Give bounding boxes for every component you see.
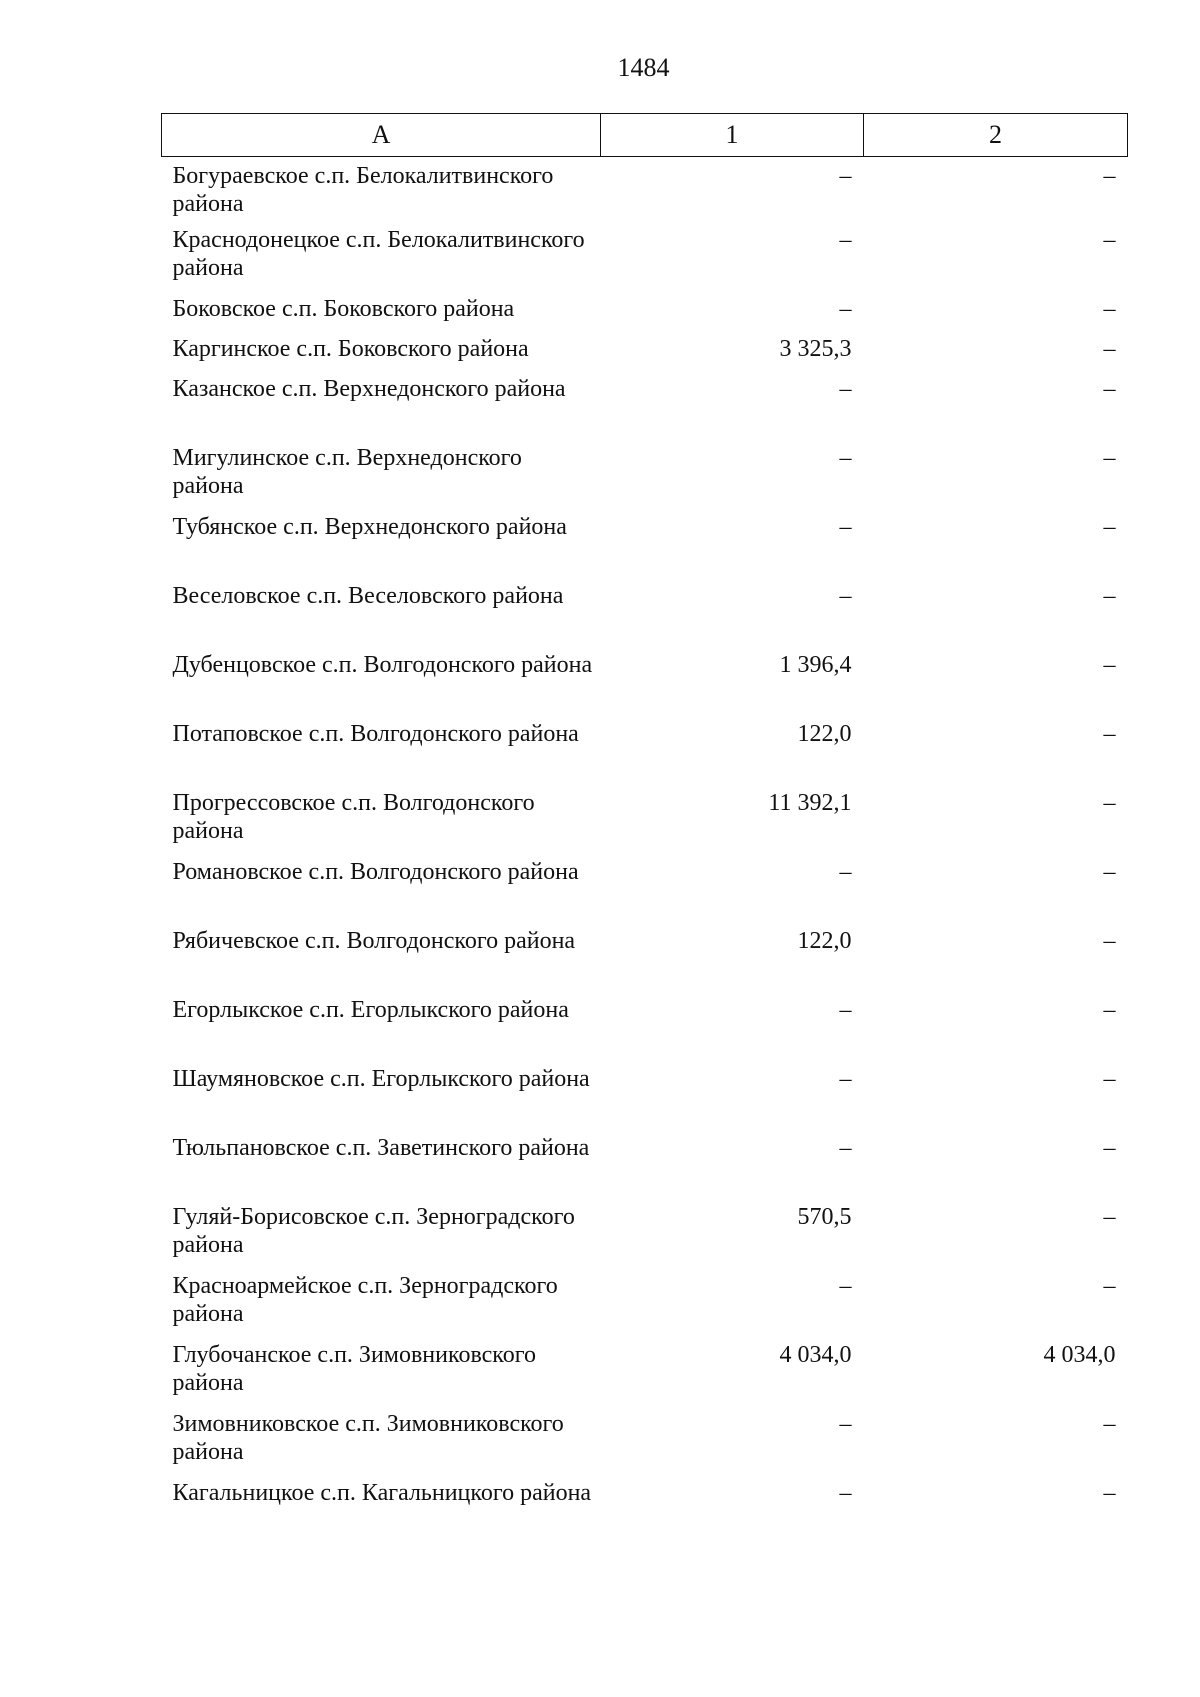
value-col-2: – <box>1103 1203 1116 1230</box>
table-body <box>162 157 1128 1548</box>
value-col-1: – <box>839 513 852 540</box>
table-row <box>162 1203 1128 1272</box>
value-col-1: – <box>839 1479 852 1506</box>
value-col-2: – <box>1103 295 1116 322</box>
table-row <box>162 226 1128 295</box>
settlement-name: Дубенцовское с.п. Волгодонского района <box>172 651 593 678</box>
value-col-1: – <box>839 444 852 471</box>
value-col-2: – <box>1103 1134 1116 1161</box>
table-row <box>162 582 1128 651</box>
settlement-name: Казанское с.п. Верхнедонского района <box>172 375 566 402</box>
value-col-1: – <box>839 1410 852 1437</box>
settlement-name: Гуляй-Борисовское с.п. Зерноградского района <box>172 1203 575 1258</box>
value-col-1: – <box>839 996 852 1023</box>
table-row <box>162 720 1128 789</box>
settlement-name: Романовское с.п. Волгодонского района <box>172 858 579 885</box>
header-cell-2: 2 <box>864 114 1128 157</box>
value-col-1: – <box>839 163 852 189</box>
value-col-2: – <box>1103 651 1116 678</box>
header-cell-1: 1 <box>601 114 864 157</box>
value-col-2: – <box>1103 927 1116 954</box>
table-row <box>162 789 1128 858</box>
value-col-1: 4 034,0 <box>779 1341 852 1368</box>
value-col-2: – <box>1103 226 1116 253</box>
table-row <box>162 1272 1128 1341</box>
value-col-2: – <box>1103 789 1116 816</box>
settlement-name: Глубочанское с.п. Зимовниковского района <box>172 1341 536 1396</box>
header-cell-a: А <box>162 114 601 157</box>
value-col-2: – <box>1103 858 1116 885</box>
table-header <box>162 114 1128 157</box>
page-number: 1484 <box>617 53 670 82</box>
value-col-1: 3 325,3 <box>779 335 852 362</box>
settlement-name: Красноармейское с.п. Зерноградского района <box>172 1272 558 1327</box>
settlement-name: Кагальницкое с.п. Кагальницкого района <box>172 1479 592 1506</box>
table-row <box>162 927 1128 996</box>
value-col-1: – <box>839 582 852 609</box>
value-col-2: – <box>1103 163 1116 189</box>
table-row <box>162 157 1128 226</box>
value-col-2: – <box>1103 1410 1116 1437</box>
value-col-2: – <box>1103 1065 1116 1092</box>
settlement-name: Прогрессовское с.п. Волгодонского района <box>172 789 535 844</box>
value-col-1: – <box>839 1134 852 1161</box>
settlement-name: Тубянское с.п. Верхнедонского района <box>172 513 567 540</box>
table-row <box>162 335 1128 375</box>
table-row <box>162 651 1128 720</box>
settlement-name: Мигулинское с.п. Верхнедонского района <box>172 444 522 499</box>
value-col-2: – <box>1103 720 1116 747</box>
value-col-1: – <box>839 295 852 322</box>
header-row <box>162 114 1128 157</box>
settlement-name: Тюльпановское с.п. Заветинского района <box>172 1134 590 1161</box>
value-col-2: – <box>1103 1479 1116 1506</box>
value-col-2: – <box>1103 1272 1116 1299</box>
table-row <box>162 444 1128 513</box>
value-col-2: – <box>1103 444 1116 471</box>
settlement-name: Шаумяновское с.п. Егорлыкского района <box>172 1065 590 1092</box>
value-col-2: – <box>1103 582 1116 609</box>
value-col-1: – <box>839 1272 852 1299</box>
table-row <box>162 375 1128 444</box>
settlement-name: Каргинское с.п. Боковского района <box>172 335 529 362</box>
table-row <box>162 1065 1128 1134</box>
settlement-name: Богураевское с.п. Белокалитвинского района <box>172 163 554 217</box>
value-col-1: – <box>839 1065 852 1092</box>
value-col-1: 1 396,4 <box>779 651 852 678</box>
value-col-1: 11 392,1 <box>768 789 852 816</box>
table-row <box>162 513 1128 582</box>
value-col-1: – <box>839 226 852 253</box>
table-row <box>162 1341 1128 1410</box>
table-row <box>162 1134 1128 1203</box>
value-col-1: – <box>839 375 852 402</box>
table-row <box>162 295 1128 335</box>
table-row <box>162 1410 1128 1479</box>
settlement-name: Рябичевское с.п. Волгодонского района <box>172 927 576 954</box>
data-table <box>161 113 1128 1548</box>
table-row <box>162 1479 1128 1548</box>
table-row <box>162 858 1128 927</box>
value-col-2: – <box>1103 513 1116 540</box>
settlement-name: Зимовниковское с.п. Зимовниковского района <box>172 1410 564 1465</box>
value-col-2: 4 034,0 <box>1043 1341 1116 1368</box>
settlement-name: Потаповское с.п. Волгодонского района <box>172 720 579 747</box>
table-row <box>162 996 1128 1065</box>
value-col-1: 122,0 <box>797 720 852 747</box>
value-col-2: – <box>1103 375 1116 402</box>
value-col-1: 122,0 <box>797 927 852 954</box>
settlement-name: Краснодонецкое с.п. Белокалитвинского района <box>172 226 585 281</box>
settlement-name: Боковское с.п. Боковского района <box>172 295 515 322</box>
settlement-name: Егорлыкское с.п. Егорлыкского района <box>172 996 569 1023</box>
value-col-1: – <box>839 858 852 885</box>
value-col-2: – <box>1103 996 1116 1023</box>
settlement-name: Веселовское с.п. Веселовского района <box>172 582 564 609</box>
value-col-1: 570,5 <box>797 1203 852 1230</box>
value-col-2: – <box>1103 335 1116 362</box>
